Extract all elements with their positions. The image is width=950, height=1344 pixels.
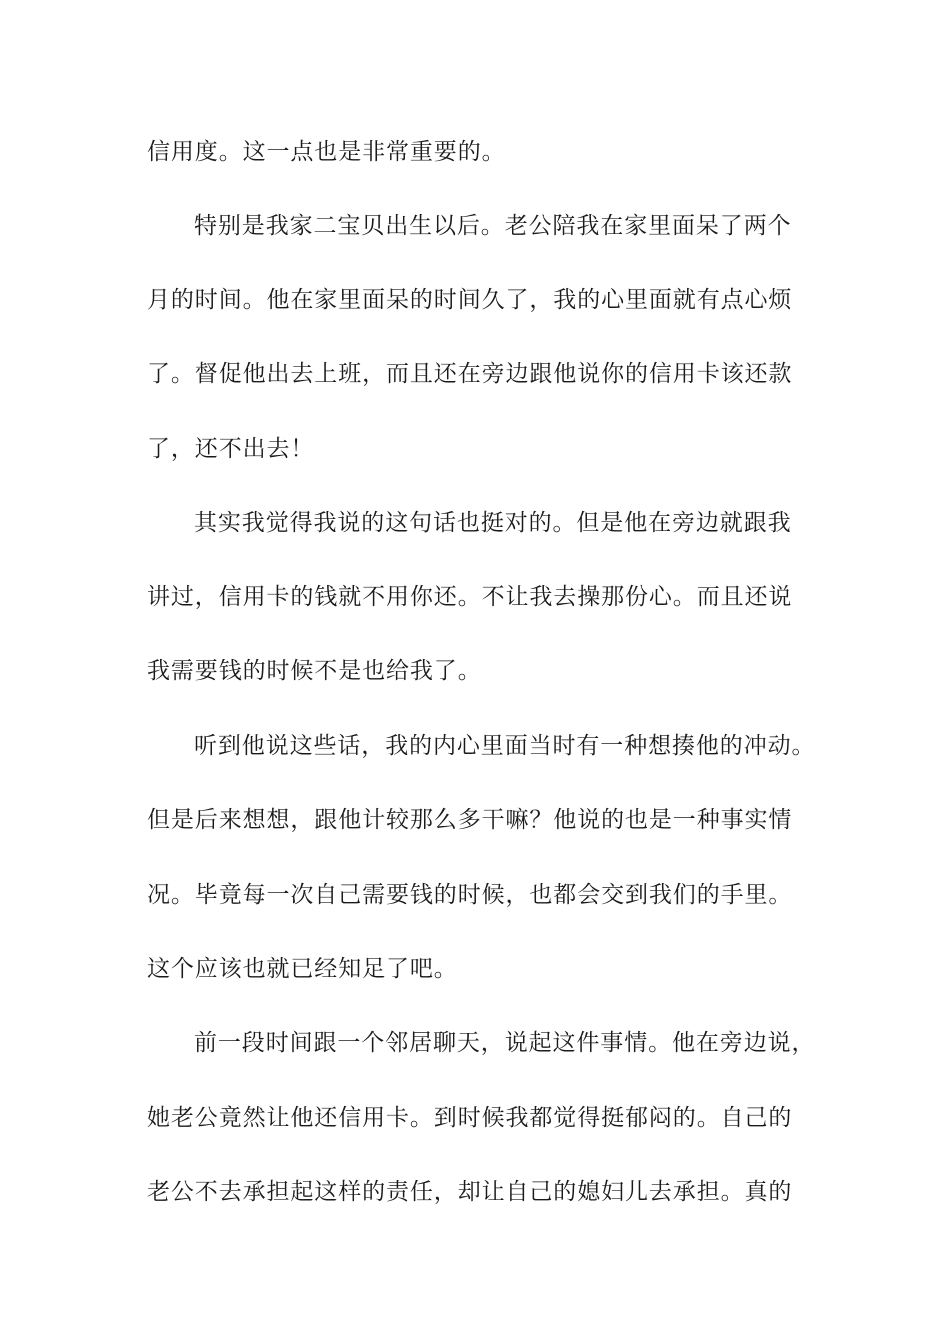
paragraph-first-line: 特别是我家二宝贝出生以后。老公陪我在家里面呆了两个 xyxy=(194,213,792,239)
text-line: 了。督促他出去上班，而且还在旁边跟他说你的信用卡该还款 xyxy=(147,361,793,387)
paragraph-first-line: 其实我觉得我说的这句话也挺对的。但是他在旁边就跟我 xyxy=(194,510,792,536)
text-line: 了，还不出去！ xyxy=(147,436,315,462)
text-line: 但是后来想想，跟他计较那么多干嘛？他说的也是一种事实情 xyxy=(147,807,793,833)
paragraph-first-line: 前一段时间跟一个邻居聊天，说起这件事情。他在旁边说， xyxy=(194,1030,816,1056)
text-line: 月的时间。他在家里面呆的时间久了，我的心里面就有点心烦 xyxy=(147,287,793,313)
text-line: 她老公竟然让他还信用卡。到时候我都觉得挺郁闷的。自己的 xyxy=(147,1105,793,1131)
text-line: 况。毕竟每一次自己需要钱的时候，也都会交到我们的手里。 xyxy=(147,882,793,908)
text-line: 信用度。这一点也是非常重要的。 xyxy=(147,139,506,165)
paragraph-first-line: 听到他说这些话，我的内心里面当时有一种想揍他的冲动。 xyxy=(194,733,816,759)
text-line: 老公不去承担起这样的责任，却让自己的媳妇儿去承担。真的 xyxy=(147,1179,793,1205)
text-line: 讲过，信用卡的钱就不用你还。不让我去操那份心。而且还说 xyxy=(147,584,793,610)
text-line: 我需要钱的时候不是也给我了。 xyxy=(147,658,482,684)
text-line: 这个应该也就已经知足了吧。 xyxy=(147,956,458,982)
